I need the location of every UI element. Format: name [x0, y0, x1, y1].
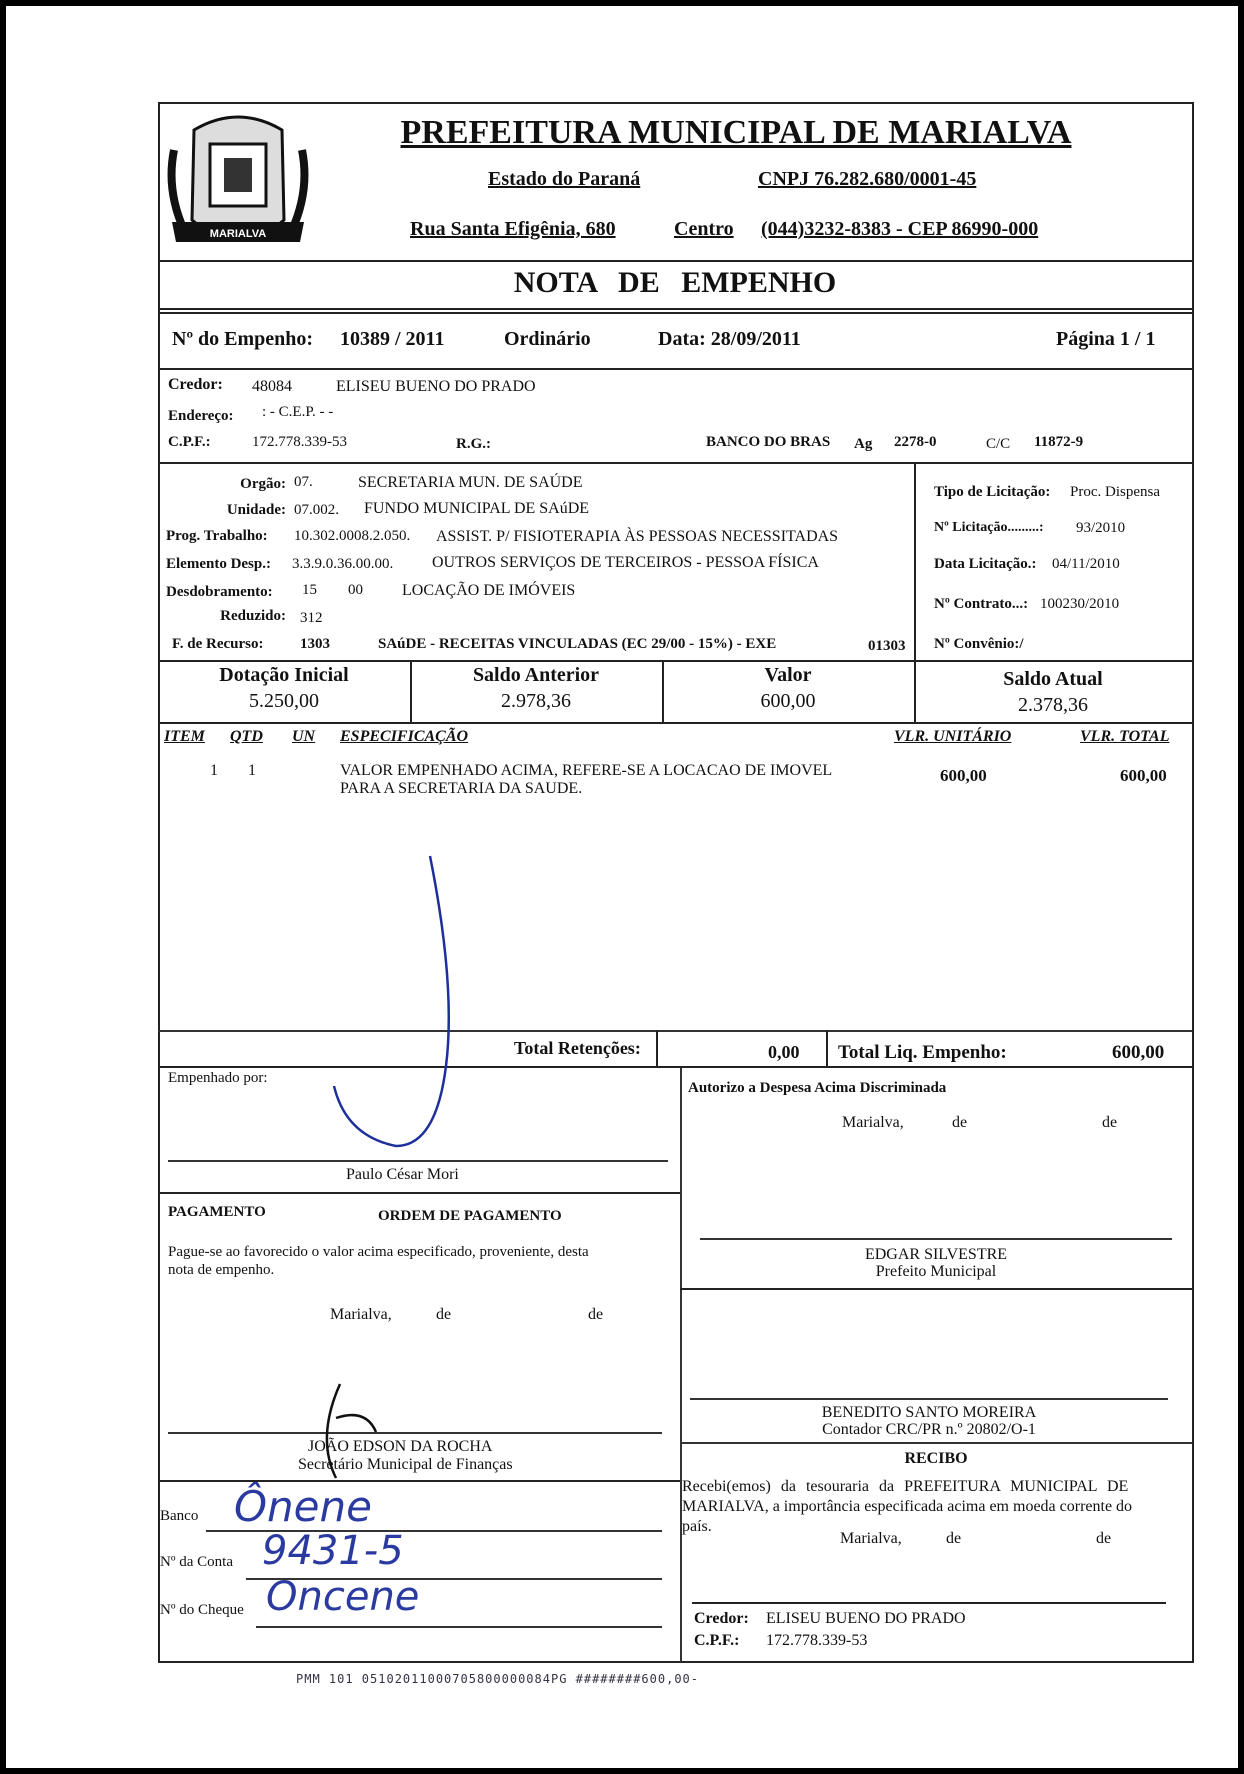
- address-label: Endereço:: [168, 408, 234, 424]
- col-header-unit: VLR. UNITÁRIO: [894, 728, 1012, 745]
- ordem-pagamento-label: ORDEM DE PAGAMENTO: [378, 1208, 562, 1224]
- elemento-code: 3.3.9.0.36.00.00.: [292, 556, 394, 572]
- prog-label: Prog. Trabalho:: [166, 528, 268, 544]
- orgao-value: SECRETARIA MUN. DE SAÚDE: [358, 474, 583, 491]
- signature-empenhado: [306, 846, 506, 1166]
- row-item: 1: [210, 762, 218, 779]
- prefeito-role: Prefeito Municipal: [875, 1263, 997, 1280]
- dotacao-value: 5.250,00: [249, 690, 319, 712]
- recibo-text-2: MARIALVA, a importância especificada acima em moeda corrente do: [682, 1498, 1133, 1515]
- rg-label: R.G.:: [456, 436, 491, 452]
- coat-of-arms-icon: [164, 110, 312, 260]
- secretario-name: JOÃO EDSON DA ROCHA: [308, 1438, 493, 1455]
- col-header-un: UN: [292, 728, 316, 745]
- licitacao-date-value: 04/11/2010: [1052, 556, 1120, 572]
- recibo-city: Marialva,: [840, 1530, 902, 1547]
- desdobramento-code: 15: [302, 582, 317, 598]
- conta-label: Nº da Conta: [160, 1554, 233, 1570]
- recibo-de-1: de: [946, 1530, 962, 1547]
- cpf-label: C.P.F.:: [168, 434, 211, 450]
- pagamento-text-2: nota de empenho.: [168, 1262, 275, 1278]
- row-spec-line1: VALOR EMPENHADO ACIMA, REFERE-SE A LOCACAO DE IMOVEL: [340, 762, 833, 779]
- recibo-de-2: de: [1096, 1530, 1112, 1547]
- prog-value: ASSIST. P/ FISIOTERAPIA ÀS PESSOAS NECESSITADAS: [436, 528, 839, 545]
- document-title: NOTA DE EMPENHO: [513, 266, 837, 299]
- crest-text: MARIALVA: [209, 228, 267, 240]
- contrato-label: Nº Contrato...:: [934, 596, 1029, 612]
- col-header-spec: ESPECIFICAÇÃO: [340, 728, 469, 745]
- autorizo-de-2: de: [1102, 1114, 1118, 1131]
- unidade-label: Unidade:: [226, 502, 286, 518]
- banco-handwritten: Ônene: [234, 1482, 372, 1531]
- autorizo-de-1: de: [952, 1114, 968, 1131]
- row-total-value: 600,00: [1120, 766, 1167, 785]
- credor-name: ELISEU BUENO DO PRADO: [336, 378, 536, 395]
- convenio-label: Nº Convênio:/: [934, 636, 1024, 652]
- col-header-item: ITEM: [164, 728, 205, 745]
- elemento-label: Elemento Desp.:: [166, 556, 271, 572]
- desdobramento-value: LOCAÇÃO DE IMÓVEIS: [402, 582, 576, 599]
- conta-handwritten: 9431-5: [262, 1528, 404, 1574]
- reduzido-label: Reduzido:: [220, 608, 286, 624]
- credor-code: 48084: [252, 378, 292, 395]
- street-label: Rua Santa Efigênia, 680: [410, 218, 616, 240]
- desdobramento-label: Desdobramento:: [166, 584, 273, 600]
- recibo-text-1: Recebi(emos) da tesouraria da PREFEITURA MUNICIPAL DE: [682, 1478, 1129, 1495]
- col-header-total: VLR. TOTAL: [1080, 728, 1170, 745]
- recurso-code: 1303: [300, 636, 330, 652]
- saldo-atual-value: 2.378,36: [1018, 694, 1088, 716]
- secretario-role: Secretário Municipal de Finanças: [298, 1456, 513, 1473]
- footer-code: PMM 101 05102011000705800000084PG ########600,00-: [296, 1672, 700, 1686]
- credor-label: Credor:: [168, 376, 223, 393]
- cheque-label: Nº do Cheque: [160, 1602, 244, 1618]
- col-header-qtd: QTD: [230, 728, 263, 745]
- tipo-licitacao-value: Proc. Dispensa: [1070, 484, 1160, 500]
- recurso-ref: 01303: [868, 638, 906, 654]
- recibo-credor-label: Credor:: [694, 1610, 749, 1627]
- recibo-title: RECIBO: [904, 1450, 968, 1467]
- prefeito-name: EDGAR SILVESTRE: [864, 1246, 1008, 1263]
- empenhado-label: Empenhado por:: [168, 1070, 268, 1086]
- bank-name: BANCO DO BRAS: [706, 434, 831, 450]
- page-title: PREFEITURA MUNICIPAL DE MARIALVA: [400, 114, 1072, 151]
- contrato-value: 100230/2010: [1040, 596, 1120, 612]
- saldo-anterior-value: 2.978,36: [501, 690, 571, 712]
- prog-code: 10.302.0008.2.050.: [294, 528, 411, 544]
- autorizo-city: Marialva,: [842, 1114, 904, 1131]
- recibo-cpf-label: C.P.F.:: [694, 1632, 740, 1649]
- document-page: [6, 6, 1238, 1768]
- tipo-licitacao-label: Tipo de Licitação:: [934, 484, 1051, 500]
- cheque-handwritten: Oncene: [266, 1574, 420, 1620]
- pagamento-city: Marialva,: [330, 1306, 392, 1323]
- licitacao-date-label: Data Licitação.:: [934, 556, 1037, 572]
- contador-name: BENEDITO SANTO MOREIRA: [821, 1404, 1037, 1421]
- empenho-label: Nº do Empenho:: [172, 328, 314, 350]
- pagamento-de-1: de: [436, 1306, 452, 1323]
- orgao-label: Orgão:: [240, 476, 286, 492]
- address-value: : - C.E.P. - -: [262, 404, 334, 420]
- orgao-code: 07.: [294, 474, 313, 490]
- recurso-label: F. de Recurso:: [172, 636, 264, 652]
- recibo-text-3: país.: [682, 1518, 712, 1535]
- elemento-value: OUTROS SERVIÇOS DE TERCEIROS - PESSOA FÍSICA: [432, 554, 819, 571]
- state-label: Estado do Paraná: [488, 168, 641, 190]
- unidade-code: 07.002.: [294, 502, 339, 518]
- desdobramento-sub: 00: [348, 582, 363, 598]
- signature-secretario: [306, 1378, 416, 1488]
- cpf-value: 172.778.339-53: [252, 434, 347, 450]
- autorizo-label: Autorizo a Despesa Acima Discriminada: [688, 1080, 947, 1096]
- account-label: C/C: [986, 436, 1011, 452]
- row-qtd: 1: [248, 762, 256, 779]
- empenho-number: 10389 / 2011: [340, 328, 445, 350]
- retencoes-value: 0,00: [768, 1042, 800, 1062]
- contador-role: Contador CRC/PR n.º 20802/O-1: [822, 1421, 1036, 1438]
- saldo-atual-label: Saldo Atual: [1003, 668, 1103, 690]
- licitacao-number-label: Nº Licitação.........:: [934, 520, 1044, 535]
- reduzido-value: 312: [300, 610, 323, 626]
- page-number: Página 1 / 1: [1056, 328, 1156, 350]
- unidade-value: FUNDO MUNICIPAL DE SAúDE: [364, 500, 590, 517]
- liq-empenho-label: Total Liq. Empenho:: [838, 1042, 1007, 1063]
- pagamento-text-1: Pague-se ao favorecido o valor acima especificado, proveniente, desta: [168, 1244, 589, 1260]
- cnpj-label: CNPJ 76.282.680/0001-45: [758, 168, 977, 190]
- row-spec-line2: PARA A SECRETARIA DA SAUDE.: [340, 780, 583, 797]
- empenho-type: Ordinário: [504, 328, 591, 350]
- recibo-credor-name: ELISEU BUENO DO PRADO: [766, 1610, 966, 1627]
- district-label: Centro: [674, 218, 734, 240]
- banco-label: Banco: [160, 1508, 199, 1524]
- row-unit-value: 600,00: [940, 766, 987, 785]
- recurso-value: SAúDE - RECEITAS VINCULADAS (EC 29/00 - 15%) - EXE: [378, 636, 777, 652]
- phone-cep-label: (044)3232-8383 - CEP 86990-000: [761, 218, 1039, 240]
- pagamento-de-2: de: [588, 1306, 604, 1323]
- dotacao-label: Dotação Inicial: [219, 664, 349, 686]
- empenhado-signer: Paulo César Mori: [346, 1166, 459, 1183]
- valor-label: Valor: [764, 664, 812, 686]
- saldo-anterior-label: Saldo Anterior: [472, 664, 600, 686]
- retencoes-label: Total Retenções:: [514, 1038, 641, 1058]
- agency-value: 2278-0: [894, 434, 937, 450]
- liq-empenho-value: 600,00: [1112, 1042, 1165, 1063]
- agency-label: Ag: [854, 436, 873, 452]
- licitacao-number-value: 93/2010: [1076, 520, 1126, 536]
- recibo-cpf-value: 172.778.339-53: [766, 1632, 868, 1649]
- pagamento-label: PAGAMENTO: [168, 1204, 266, 1220]
- account-value: 11872-9: [1034, 434, 1084, 450]
- valor-value: 600,00: [760, 690, 816, 712]
- empenho-date: Data: 28/09/2011: [658, 328, 801, 350]
